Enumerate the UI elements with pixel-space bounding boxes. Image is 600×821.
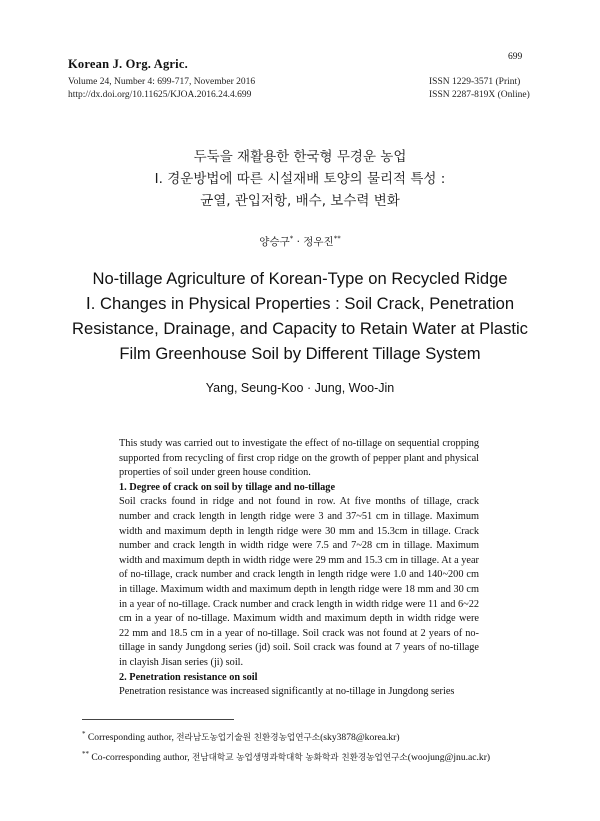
footnote-email[interactable]: (woojung@jnu.ac.kr) — [407, 752, 491, 764]
footnote-co-corresponding — [82, 746, 552, 766]
footnote-affiliation: 전남대학교 농업생명과학대학 농화학과 친환경농업연구소 — [192, 753, 408, 764]
author-name: 정우진 — [303, 236, 334, 248]
abstract — [119, 437, 479, 700]
english-title-line: Resistance, Drainage, and Capacity to Retain Water at Plastic — [72, 319, 528, 338]
english-authors: Yang, Seung-Koo · Jung, Woo-Jin — [205, 381, 395, 395]
author-mark: ** — [333, 234, 341, 243]
author-separator: · — [293, 236, 304, 248]
english-title-line: Film Greenhouse Soil by Different Tillage System — [119, 344, 481, 363]
author-mark: * — [289, 234, 294, 243]
footnote-corresponding — [82, 726, 552, 746]
journal-name: Korean J. Org. Agric. — [68, 57, 188, 71]
section-heading: 2. Penetration resistance on soil — [119, 671, 258, 683]
section-text: Penetration resistance was increased significantly at no-tillage in Jungdong series — [119, 686, 455, 698]
issn-online: ISSN 2287-819X (Online) — [429, 90, 530, 100]
doi-link[interactable]: http://dx.doi.org/10.11625/KJOA.2016.24.4.699 — [68, 90, 252, 100]
page-number: 699 — [508, 52, 523, 62]
footnote-affiliation: 전라남도농업기술원 친환경농업연구소 — [176, 733, 321, 744]
korean-authors — [0, 234, 600, 249]
footnote-label: Corresponding author, — [85, 732, 177, 744]
footnote-mark: * — [82, 730, 86, 738]
footnote-divider — [82, 719, 234, 720]
english-title-line: Ⅰ. Changes in Physical Properties : Soil Crack, Penetration — [85, 294, 515, 313]
footnote-label: Co-corresponding author, — [89, 752, 192, 764]
korean-title-line: 두둑을 재활용한 한국형 무경운 농업 — [193, 149, 407, 165]
footnotes — [82, 726, 552, 766]
volume-info: Volume 24, Number 4: 699-717, November 2016 — [68, 77, 256, 87]
issn-print: ISSN 1229-3571 (Print) — [429, 77, 521, 87]
footnote-mark: ** — [82, 750, 89, 759]
author-name: 양승구 — [259, 236, 290, 248]
english-title — [0, 266, 600, 366]
korean-title-line: 균열, 관입저항, 배수, 보수력 변화 — [200, 193, 400, 209]
korean-title — [0, 146, 600, 212]
abstract-intro: This study was carried out to investigate the effect of no-tillage on sequential cropping supported from recycling of first crop ridge on the growth of pepper plant and physical properties of soil under green house condition. — [119, 438, 479, 479]
korean-title-line: Ⅰ. 경운방법에 따른 시설재배 토양의 물리적 특성 : — [154, 171, 446, 187]
section-heading: 1. Degree of crack on soil by tillage and no-tillage — [119, 481, 336, 493]
english-title-line: No-tillage Agriculture of Korean-Type on Recycled Ridge — [92, 269, 508, 288]
section-text: Soil cracks found in ridge and not found in row. At five months of tillage, crack number and crack length in length ridge were 3 and 37~51 cm in tillage. Maximum width and maximum depth in length ridge were 30 mm and 15.3cm in tillage. Crack number and crack length in width ridge were 7.5 and 7~28 cm in tillage. Maximum width and maximum depth in width ridge were 29 mm and 15.3 cm in tillage. At a year of no-tillage, crack number and crack length in length ridge were 1.0 and 140~200 cm in tillage. Maximum width and maximum depth in length ridge were 18 mm and 30 cm in a year of no-tillage. Crack number and crack length in width ridge were 11 and 6~22 cm in a year of no-tillage. Maximum width and maximum depth in width ridge were 22 mm and 18.5 cm in a year of no-tillage. Soil crack was not found at 2 years of no-tillage in sandy Jungdong series (jd) soil. Soil crack was found at 7 years of no-tillage in clayish Jisan series (ji) soil. — [119, 496, 479, 668]
footnote-email[interactable]: (sky3878@korea.kr) — [320, 732, 400, 744]
